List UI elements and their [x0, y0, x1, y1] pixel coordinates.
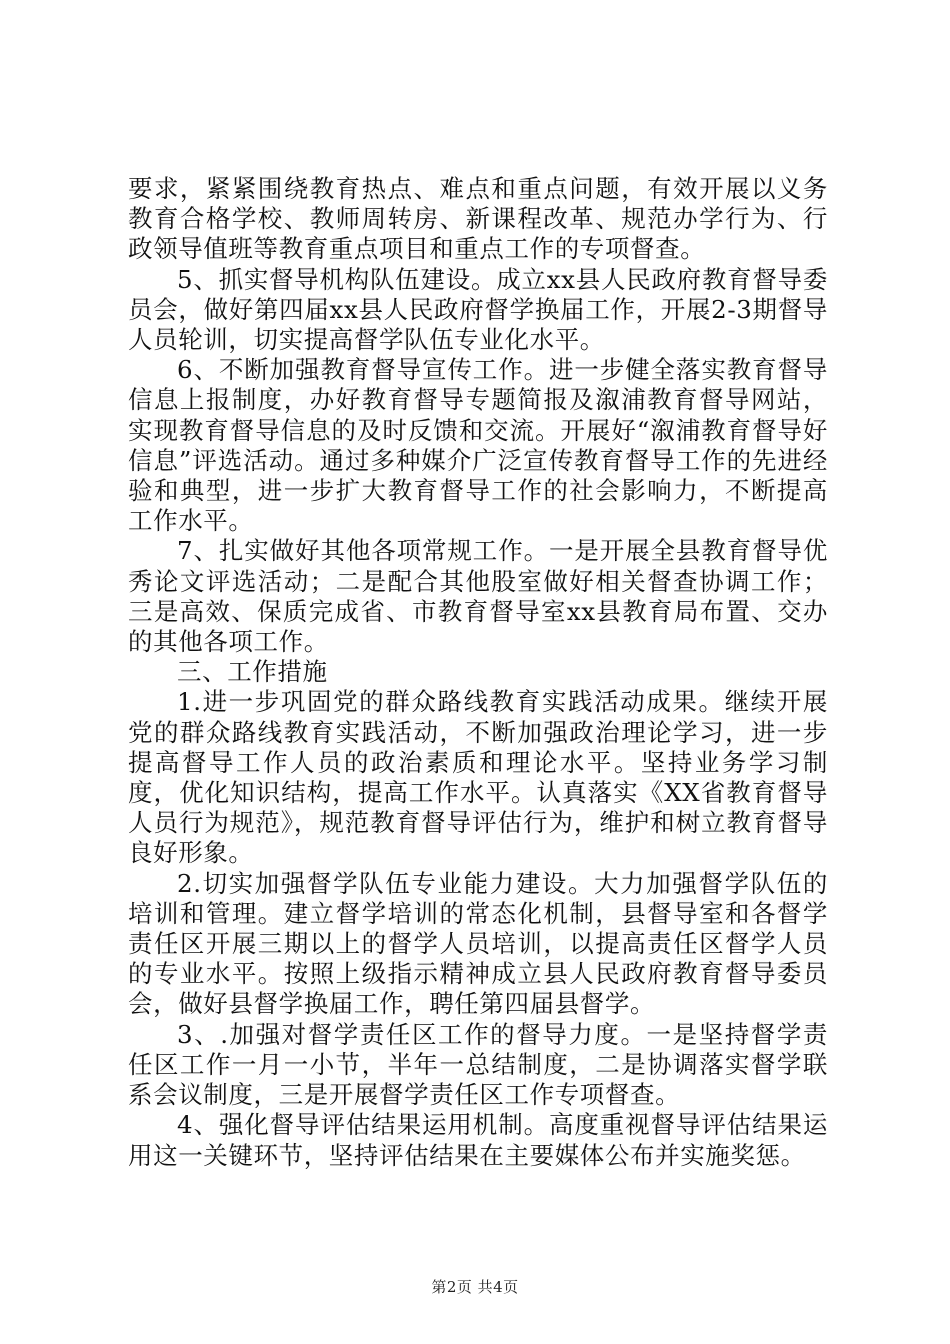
paragraph-continuation: 要求，紧紧围绕教育热点、难点和重点问题，有效开展以义务教育合格学校、教师周转房、新课程改革、规范办学行为、行政领导值班等教育重点项目和重点工作的专项督查。	[128, 174, 828, 264]
paragraph-item-5: 5、抓实督导机构队伍建设。成立xx县人民政府教育督导委员会，做好第四届xx县人民政府督学换届工作，开展2-3期督导人员轮训，切实提高督学队伍专业化水平。	[128, 264, 828, 355]
page-footer: 第2页 共4页	[431, 1278, 519, 1296]
paragraph-item-7: 7、扎实做好其他各项常规工作。一是开展全县教育督导优秀论文评选活动；二是配合其他股室做好相关督查协调工作；三是高效、保质完成省、市教育督导室xx县教育局布置、交办的其他各项工作。	[128, 536, 828, 657]
paragraph-measure-2: 2.切实加强督学队伍专业能力建设。大力加强督学队伍的培训和管理。建立督学培训的常态化机制，县督导室和各督学责任区开展三期以上的督学人员培训，以提高责任区督学人员的专业水平。按照上级指示精神成立县人民政府教育督导委员会，做好县督学换届工作，聘任第四届县督学。	[128, 868, 828, 1019]
paragraph-item-6: 6、不断加强教育督导宣传工作。进一步健全落实教育督导信息上报制度，办好教育督导专题简报及溆浦教育督导网站，实现教育督导信息的及时反馈和交流。开展好“溆浦教育督导好信息”评选活动。通过多种媒介广泛宣传教育督导工作的先进经验和典型，进一步扩大教育督导工作的社会影响力，不断提高工作水平。	[128, 355, 828, 536]
paragraph-measure-1: 1.进一步巩固党的群众路线教育实践活动成果。继续开展党的群众路线教育实践活动，不断加强政治理论学习，进一步提高督导工作人员的政治素质和理论水平。坚持业务学习制度，优化知识结构，提高工作水平。认真落实《XX省教育督导人员行为规范》，规范教育督导评估行为，维护和树立教育督导良好形象。	[128, 687, 828, 868]
document-body	[128, 174, 828, 1171]
paragraph-measure-4: 4、强化督导评估结果运用机制。高度重视督导评估结果运用这一关键环节，坚持评估结果在主要媒体公布并实施奖惩。	[128, 1110, 828, 1170]
section-heading-measures: 三、工作措施	[177, 657, 328, 687]
paragraph-measure-3: 3、.加强对督学责任区工作的督导力度。一是坚持督学责任区工作一月一小节，半年一总结制度，二是协调落实督学联系会议制度，三是开展督学责任区工作专项督查。	[128, 1019, 828, 1110]
